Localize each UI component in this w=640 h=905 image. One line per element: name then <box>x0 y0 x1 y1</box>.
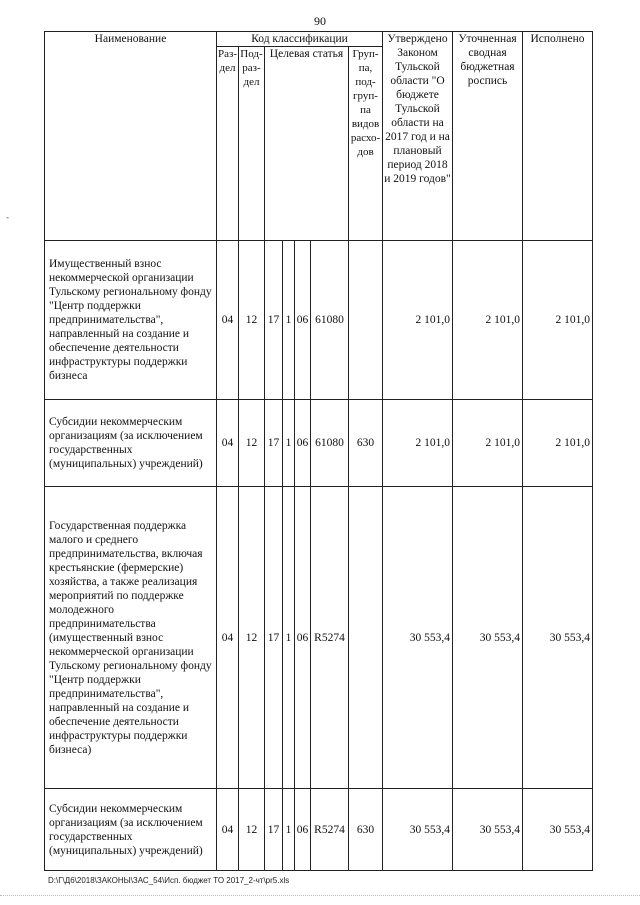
row-refined: 2 101,0 <box>453 241 523 400</box>
header-executed: Исполнено <box>523 32 593 241</box>
row-ts3: 06 <box>295 400 311 487</box>
row-name: Субсидии некоммерческим организациям (за исключением государственных (муниципальных) учреждений) <box>45 789 217 871</box>
row-podrazdel: 12 <box>239 487 265 789</box>
row-razdel: 04 <box>217 400 239 487</box>
header-target: Целевая статья <box>265 47 349 241</box>
bottom-dotted-line <box>0 895 640 896</box>
table-row <box>45 789 593 871</box>
row-podrazdel: 12 <box>239 241 265 400</box>
row-approved: 2 101,0 <box>383 241 453 400</box>
header-refined: Уточненная сводная бюджетная роспись <box>453 32 523 241</box>
row-name: Имущественный взнос некоммерческой организации Тульскому региональному фонду "Центр поддержки предпринимательства", направленный на создание и обеспечение деятельности инфраструктуры поддержки бизнеса <box>45 241 217 400</box>
row-name: Субсидии некоммерческим организациям (за исключением государственных (муниципальных) учреждений) <box>45 400 217 487</box>
row-ts2: 1 <box>283 241 295 400</box>
header-expense-group: Груп-па, под-груп-па видов расхо-дов <box>349 47 383 241</box>
row-ts4: R5274 <box>311 487 349 789</box>
header-approved: Утверждено Законом Тульской области "О бюджете Тульской области на 2017 год и на плановый период 2018 и 2019 годов" <box>383 32 453 241</box>
footer-file-path: D:\Г\Д6\2018\ЗАКОНЫ\ЗАС_54\Исп. бюджет ТО 2017_2-чт\pr5.xls <box>48 876 290 885</box>
row-ts4: 61080 <box>311 400 349 487</box>
row-vid: 630 <box>349 400 383 487</box>
row-refined: 30 553,4 <box>453 789 523 871</box>
row-refined: 2 101,0 <box>453 400 523 487</box>
row-ts3: 06 <box>295 789 311 871</box>
row-ts1: 17 <box>265 789 283 871</box>
budget-table <box>44 31 593 871</box>
table-row <box>45 400 593 487</box>
row-ts2: 1 <box>283 789 295 871</box>
row-ts3: 06 <box>295 487 311 789</box>
row-approved: 2 101,0 <box>383 400 453 487</box>
row-name: Государственная поддержка малого и среднего предпринимательства, включая крестьянские (фермерские) хозяйства, а также реализация мероприятий по поддержке молодежного предпринимательства (имущественный взнос некоммерческой организации Тульскому региональному фонду "Центр поддержки предпринимательства", направленный на создание и обеспечение деятельности инфраструктуры поддержки бизнеса) <box>45 487 217 789</box>
row-ts4: R5274 <box>311 789 349 871</box>
row-approved: 30 553,4 <box>383 789 453 871</box>
row-vid <box>349 241 383 400</box>
row-vid <box>349 487 383 789</box>
row-executed: 30 553,4 <box>523 487 593 789</box>
row-razdel: 04 <box>217 241 239 400</box>
row-razdel: 04 <box>217 789 239 871</box>
row-ts1: 17 <box>265 487 283 789</box>
table-row <box>45 241 593 400</box>
page-number: 90 <box>314 14 326 28</box>
header-name: Наименование <box>45 32 217 241</box>
row-ts4: 61080 <box>311 241 349 400</box>
row-razdel: 04 <box>217 487 239 789</box>
header-section: Раз-дел <box>217 47 239 241</box>
row-ts1: 17 <box>265 241 283 400</box>
row-executed: 30 553,4 <box>523 789 593 871</box>
header-code-group: Код классификации <box>217 32 383 47</box>
row-ts2: 1 <box>283 400 295 487</box>
header-subsection: Под-раз-дел <box>239 47 265 241</box>
row-ts3: 06 <box>295 241 311 400</box>
row-ts1: 17 <box>265 400 283 487</box>
row-executed: 2 101,0 <box>523 241 593 400</box>
row-refined: 30 553,4 <box>453 487 523 789</box>
row-podrazdel: 12 <box>239 400 265 487</box>
margin-mark: - <box>6 212 9 222</box>
row-executed: 2 101,0 <box>523 400 593 487</box>
row-vid: 630 <box>349 789 383 871</box>
table-row <box>45 487 593 789</box>
row-podrazdel: 12 <box>239 789 265 871</box>
row-ts2: 1 <box>283 487 295 789</box>
row-approved: 30 553,4 <box>383 487 453 789</box>
